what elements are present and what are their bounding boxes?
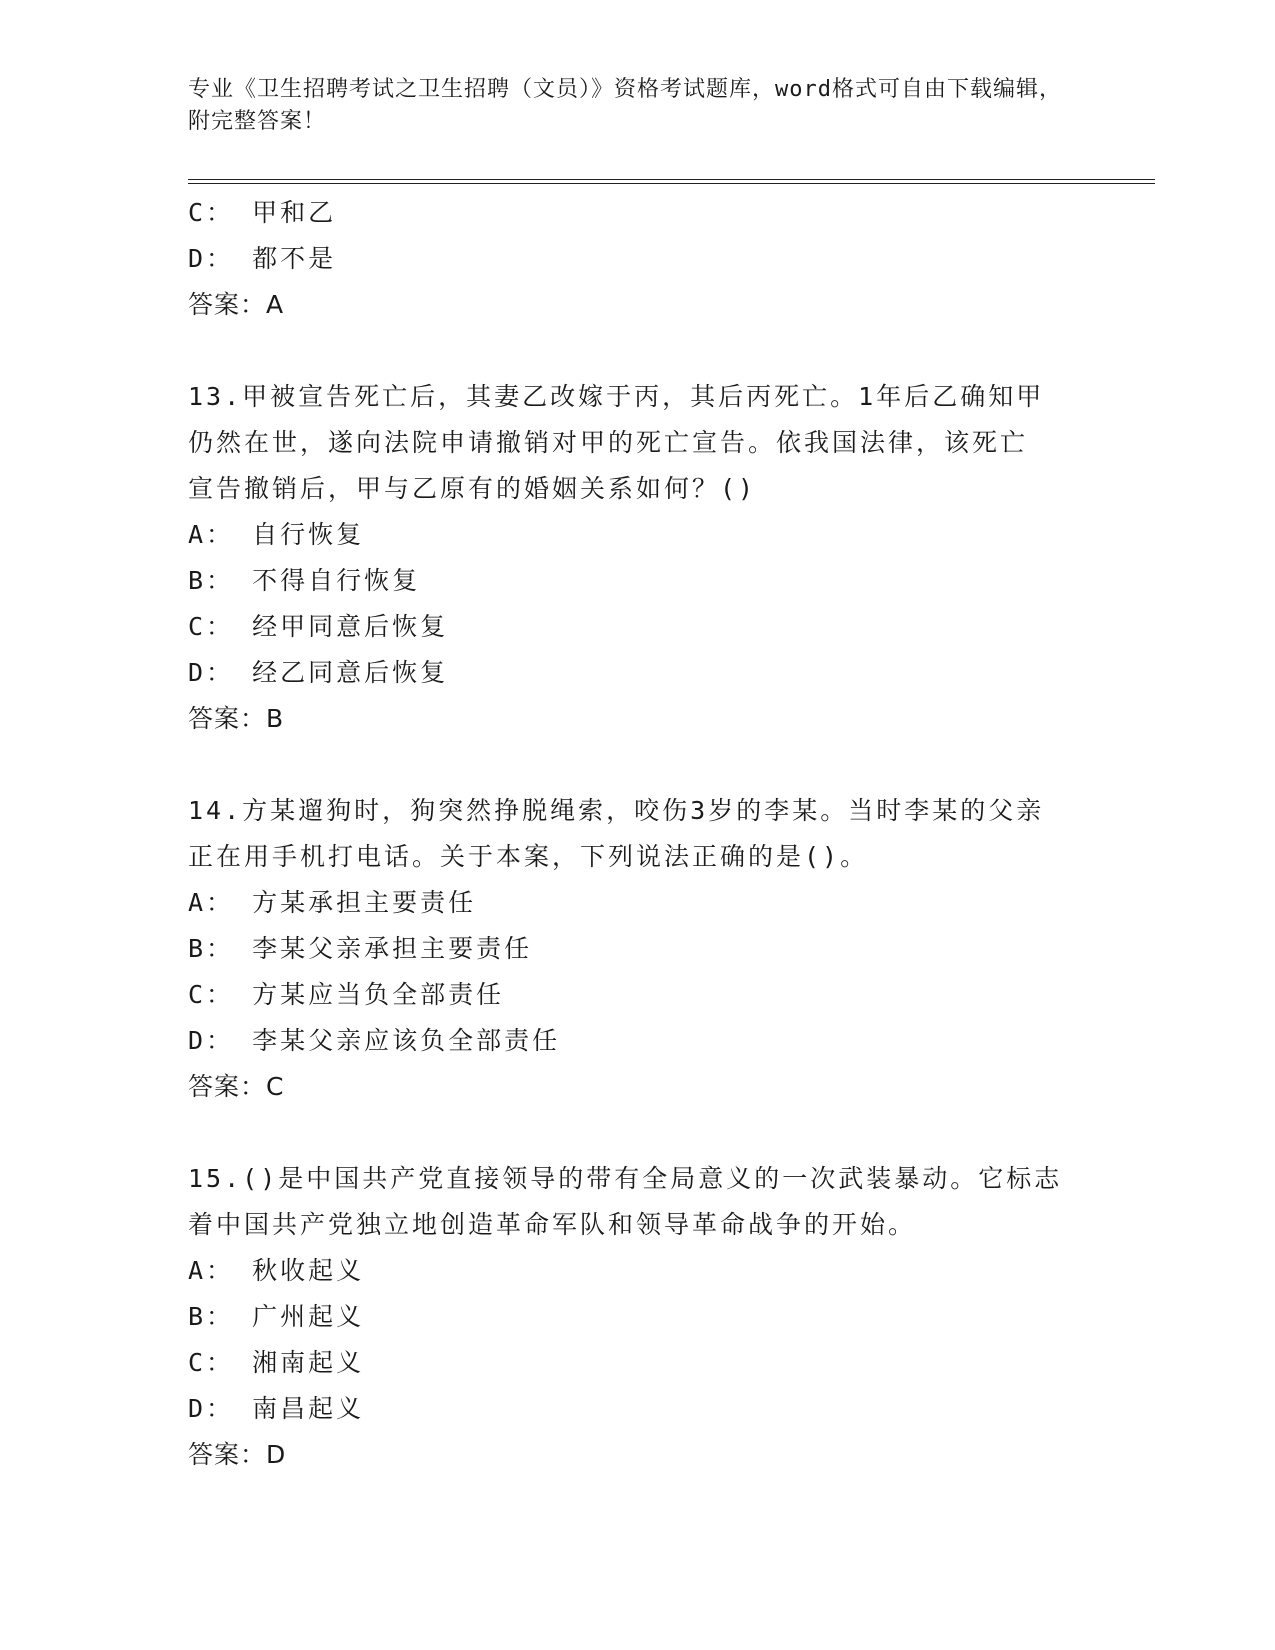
question-12-tail (188, 190, 1088, 328)
answer: 答案：B (188, 704, 285, 733)
option-c: C： 经甲同意后恢复 (188, 612, 449, 641)
option-d: D： 都不是 (188, 244, 337, 273)
option-b: B： 广州起义 (188, 1302, 365, 1331)
header-divider-bottom (188, 183, 1155, 184)
document-header: 专业《卫生招聘考试之卫生招聘（文员）》资格考试题库，word格式可自由下载编辑，附完整答案！ (188, 77, 1062, 134)
question-text-line: 仍然在世，遂向法院申请撤销对甲的死亡宣告。依我国法律，该死亡 (188, 428, 1029, 457)
option-a: A： 秋收起义 (188, 1256, 365, 1285)
option-b: B： 李某父亲承担主要责任 (188, 934, 533, 963)
question-text-line: 15.()是中国共产党直接领导的带有全局意义的一次武装暴动。它标志 (188, 1164, 1063, 1193)
spacer (188, 328, 1088, 374)
option-d: D： 南昌起义 (188, 1394, 365, 1423)
spacer (188, 742, 1088, 788)
option-a: A： 方某承担主要责任 (188, 888, 477, 917)
question-14 (188, 788, 1088, 1110)
option-a: A： 自行恢复 (188, 520, 365, 549)
spacer (188, 1110, 1088, 1156)
answer: 答案：A (188, 290, 285, 319)
option-c: C： 湘南起义 (188, 1348, 365, 1377)
option-d: D： 经乙同意后恢复 (188, 658, 449, 687)
option-d: D： 李某父亲应该负全部责任 (188, 1026, 561, 1055)
option-c: C： 甲和乙 (188, 198, 337, 227)
option-b: B： 不得自行恢复 (188, 566, 421, 595)
question-text-line: 13.甲被宣告死亡后，其妻乙改嫁于丙，其后丙死亡。1年后乙确知甲 (188, 382, 1045, 411)
option-c: C： 方某应当负全部责任 (188, 980, 505, 1009)
answer: 答案：C (188, 1072, 285, 1101)
question-text-line: 着中国共产党独立地创造革命军队和领导革命战争的开始。 (188, 1210, 917, 1239)
question-text-line: 14.方某遛狗时，狗突然挣脱绳索，咬伤3岁的李某。当时李某的父亲 (188, 796, 1045, 825)
question-text-line: 宣告撤销后，甲与乙原有的婚姻关系如何？() (188, 474, 757, 503)
question-list (188, 190, 1088, 1478)
header-divider-top (188, 179, 1155, 180)
question-text-line: 正在用手机打电话。关于本案，下列说法正确的是()。 (188, 842, 869, 871)
answer: 答案：D (188, 1440, 287, 1469)
question-15 (188, 1156, 1088, 1478)
question-13 (188, 374, 1088, 742)
